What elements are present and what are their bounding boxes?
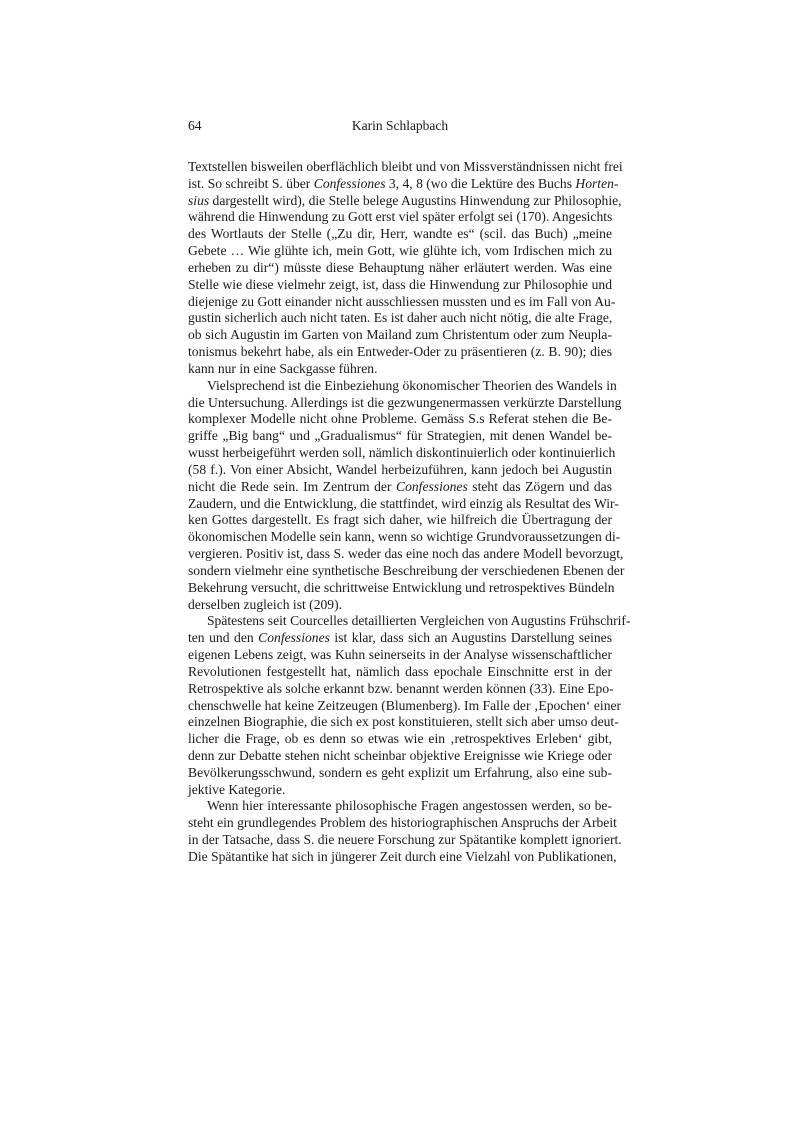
text-line (188, 681, 612, 698)
text-line (188, 479, 612, 496)
running-head: Karin Schlapbach (351, 118, 449, 133)
text-line (188, 832, 622, 849)
text-span: ist klar, dass sich an Augustins Darstellung seines (329, 630, 612, 646)
text-span: 3, 4, 8 (wo die Lektüre des Buchs (385, 175, 576, 191)
text-line (188, 361, 612, 378)
text-line (188, 815, 617, 832)
text-span: ten und den (188, 630, 259, 646)
text-line (188, 697, 622, 715)
text-span: Bevölkerungsschwund, sondern es geht explizit um Erfahrung, also eine sub- (188, 764, 612, 780)
text-span: licher die Frage, ob es denn so etwas wie ein ‚retrospektives Erleben‘ gibt, (188, 731, 612, 747)
text-line (188, 798, 612, 815)
body-text (188, 159, 631, 866)
text-span: während die Hinwendung zu Gott erst viel später erfolgt sei (170). Angesichts (188, 209, 613, 225)
text-line (188, 748, 612, 765)
text-span: ökonomischen Modelle sein kann, wenn so wichtige Grundvoraussetzungen di- (188, 529, 621, 545)
text-span: Spätestens seit Courcelles detaillierten Vergleichen von Augustins Frühschrif- (207, 613, 631, 629)
text-span: ken Gottes dargestellt. Es fragt sich daher, wie hilfreich die Übertragung der (188, 512, 612, 528)
text-span: Retrospektive als solche erkannt bzw. benannt werden können (33). Eine Epo- (188, 680, 614, 696)
text-span: ob sich Augustin im Garten von Mailand zum Christentum oder zum Neupla- (188, 327, 612, 343)
text-line (188, 192, 622, 210)
text-line (188, 462, 612, 479)
text-span: erheben zu dir“) müsste diese Behauptung näher erläutert werden. Was eine (188, 259, 612, 275)
text-line (188, 260, 612, 277)
text-span: Revolutionen festgestellt hat, nämlich dass epochale Einschnitte erst in der (188, 663, 612, 679)
text-line (188, 445, 616, 462)
text-span: chenschwelle hat keine Zeitzeugen (Blumenberg). Im Falle der ‚Epochen‘ einer (188, 697, 622, 713)
text-line (188, 562, 625, 580)
text-line (188, 630, 612, 647)
text-span: Zaudern, und die Entwicklung, die stattfindet, wird einzig als Resultat des Wir- (188, 495, 619, 511)
text-line (188, 277, 612, 294)
text-line (188, 310, 612, 327)
text-line (188, 647, 612, 664)
paragraph (188, 159, 623, 378)
page-header (188, 118, 612, 136)
text-span: wusst herbeigeführt werden soll, nämlich diskontinuierlich oder kontinuierlich (188, 445, 616, 461)
text-span: sondern vielmehr eine synthetische Beschreibung der verschiedenen Ebenen der (188, 562, 625, 578)
text-line (188, 428, 612, 445)
text-span: Wenn hier interessante philosophische Fragen angestossen werden, so be- (207, 798, 612, 814)
text-line (188, 731, 612, 748)
text-span: steht ein grundlegendes Problem des historiographischen Anspruchs der Arbeit (188, 815, 617, 831)
text-span: in der Tatsache, dass S. die neuere Forschung zur Spätantike komplett ignoriert. (188, 832, 622, 848)
text-span: jektive Kategorie. (188, 781, 286, 797)
text-span: ist. So schreibt S. über (188, 175, 314, 191)
page-number: 64 (188, 118, 202, 133)
text-line (188, 546, 624, 563)
text-line (188, 243, 612, 260)
text-span: des Wortlauts der Stelle („Zu dir, Herr, wandte es“ (scil. das Buch) „meine (188, 226, 612, 242)
text-line (188, 597, 612, 614)
italic-title: Confessiones (258, 630, 330, 646)
text-line (188, 394, 622, 412)
text-span: griffe „Big bang“ und „Gradualismus“ für Strategien, mit denen Wandel be- (188, 428, 612, 444)
text-line (188, 664, 612, 681)
text-line (188, 159, 623, 176)
text-span: Textstellen bisweilen oberflächlich bleibt und von Missverständnissen nicht frei (188, 159, 623, 174)
text-span: diejenige zu Gott einander nicht ausschliessen mussten und es im Fall von Au- (188, 293, 616, 309)
text-span: derselben zugleich ist (209). (188, 596, 343, 612)
italic-title: Confessiones (396, 478, 468, 494)
text-line (188, 512, 612, 529)
text-line (188, 765, 612, 782)
text-line (188, 848, 617, 866)
text-line (188, 175, 619, 193)
paragraph (188, 798, 622, 865)
text-line (188, 209, 612, 226)
text-span: denn zur Debatte stehen nicht scheinbar objektive Ereignisse wie Kriege oder (188, 747, 612, 763)
text-span: komplexer Modelle nicht ohne Probleme. Gemäss S.s Referat stehen die Be- (188, 411, 612, 427)
text-span: Bekehrung versucht, die schrittweise Entwicklung und retrospektives Bündeln (188, 579, 615, 595)
paragraph (188, 613, 631, 798)
text-line (188, 377, 617, 395)
text-span: einzelnen Biographie, die sich ex post konstituieren, stellt sich aber umso deut- (188, 714, 619, 730)
text-span: Vielsprechend ist die Einbeziehung ökonomischer Theorien des Wandels in (207, 377, 617, 393)
text-line (188, 714, 619, 731)
italic-title: Horten- (575, 175, 619, 191)
text-line (188, 782, 612, 799)
text-span: die Untersuchung. Allerdings ist die gezwungenermassen verkürzte Darstellung (188, 394, 622, 410)
text-line (188, 411, 612, 428)
text-span: steht das Zögern und das (467, 478, 612, 494)
text-line (188, 327, 612, 344)
text-line (188, 613, 631, 630)
text-line (188, 529, 621, 546)
text-span: kann nur in eine Sackgasse führen. (188, 360, 378, 376)
text-span: Die Spätantike hat sich in jüngerer Zeit durch eine Vielzahl von Publikationen, (188, 848, 617, 864)
text-span: nicht die Rede sein. Im Zentrum der (188, 478, 397, 494)
text-span: tonismus bekehrt habe, als ein Entweder-Oder zu präsentieren (z. B. 90); dies (188, 344, 612, 360)
text-line (188, 226, 612, 243)
text-span: Gebete … Wie glühte ich, mein Gott, wie glühte ich, vom Irdischen mich zu (188, 243, 612, 259)
text-line (188, 579, 615, 597)
text-line (188, 495, 619, 513)
text-span: vergieren. Positiv ist, dass S. weder das eine noch das andere Modell bevorzugt, (188, 546, 624, 562)
text-line (188, 293, 616, 311)
text-span: gustin sicherlich auch nicht taten. Es ist daher auch nicht nötig, die alte Frage, (188, 310, 613, 326)
text-span: Stelle wie diese vielmehr zeigt, ist, dass die Hinwendung zur Philosophie und (188, 276, 612, 292)
text-span: eigenen Lebens zeigt, was Kuhn seinerseits in der Analyse wissenschaftlicher (188, 647, 612, 663)
text-line (188, 344, 612, 361)
italic-title: sius (188, 192, 210, 208)
text-span: dargestellt wird), die Stelle belege Augustins Hinwendung zur Philosophie, (209, 192, 622, 208)
paragraph (188, 377, 625, 614)
italic-title: Confessiones (313, 175, 386, 191)
text-span: (58 f.). Von einer Absicht, Wandel herbeizuführen, kann jedoch bei Augustin (188, 461, 612, 477)
